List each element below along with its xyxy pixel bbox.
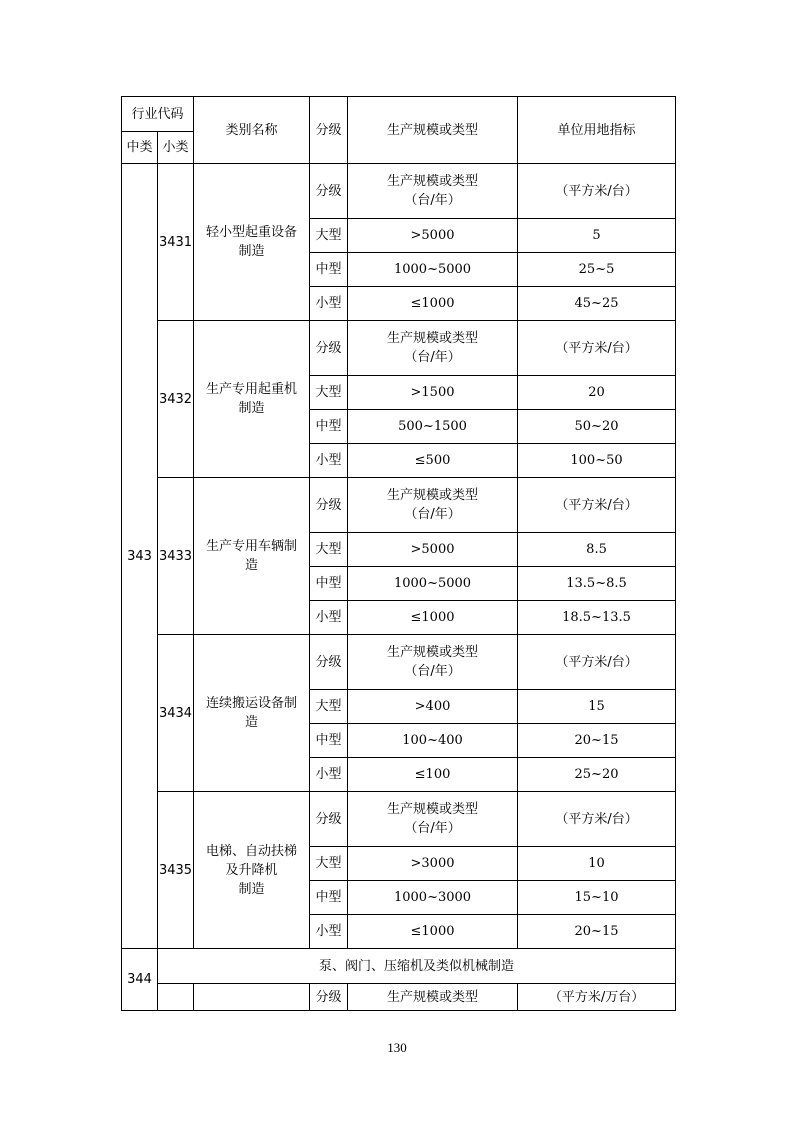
level-value: 中型	[310, 724, 348, 758]
unit-label: （平方米/台）	[518, 792, 676, 847]
land-index-value: 45~25	[518, 287, 676, 321]
scale-label	[348, 478, 518, 533]
scale-value: >5000	[348, 219, 518, 253]
scale-value: >3000	[348, 847, 518, 881]
land-index-value: 13.5~8.5	[518, 567, 676, 601]
header-mid-class: 中类	[122, 132, 158, 164]
scale-label-line: （台/年）	[404, 350, 461, 365]
sub-class-code: 3432	[158, 321, 194, 478]
scale-value: ≤100	[348, 758, 518, 792]
sub-class-empty	[158, 984, 194, 1011]
category-name-line: 造	[245, 715, 259, 730]
sub-class-code: 3435	[158, 792, 194, 949]
scale-value: 1000~5000	[348, 567, 518, 601]
level-value: 中型	[310, 253, 348, 287]
land-index-value: 18.5~13.5	[518, 601, 676, 635]
header-land-index: 单位用地指标	[518, 97, 676, 164]
level-label: 分级	[310, 984, 348, 1011]
mid-class-code-344: 344	[122, 949, 158, 1011]
scale-value: 500~1500	[348, 410, 518, 444]
land-index-value: 20	[518, 376, 676, 410]
category-name	[194, 164, 310, 321]
level-label: 分级	[310, 478, 348, 533]
scale-label-line: 生产规模或类型	[387, 488, 479, 503]
level-value: 大型	[310, 847, 348, 881]
level-label: 分级	[310, 792, 348, 847]
scale-label-line: （台/年）	[404, 193, 461, 208]
scale-label-line: 生产规模或类型	[387, 174, 479, 189]
level-value: 中型	[310, 881, 348, 915]
level-value: 中型	[310, 410, 348, 444]
scale-label	[348, 635, 518, 690]
unit-label: （平方米/台）	[518, 478, 676, 533]
unit-label: （平方米/万台）	[518, 984, 676, 1011]
mid-class-code-343: 343	[122, 164, 158, 949]
category-name-line: 制造	[238, 401, 265, 416]
category-name-line: 连续搬运设备制	[206, 696, 298, 711]
category-name-line: 制造	[238, 881, 265, 897]
category-name	[194, 321, 310, 478]
level-value: 大型	[310, 690, 348, 724]
level-value: 中型	[310, 567, 348, 601]
scale-value: 1000~3000	[348, 881, 518, 915]
unit-label: （平方米/台）	[518, 321, 676, 376]
level-value: 小型	[310, 601, 348, 635]
scale-value: >1500	[348, 376, 518, 410]
land-index-value: 15~10	[518, 881, 676, 915]
level-value: 小型	[310, 915, 348, 949]
header-sub-class: 小类	[158, 132, 194, 164]
land-index-value: 15	[518, 690, 676, 724]
level-value: 大型	[310, 533, 348, 567]
land-index-value: 20~15	[518, 724, 676, 758]
level-value: 大型	[310, 219, 348, 253]
level-label: 分级	[310, 164, 348, 219]
page-number: 130	[387, 1040, 407, 1055]
scale-label-line: 生产规模或类型	[387, 645, 479, 660]
category-name	[194, 635, 310, 792]
group-344-title: 泵、阀门、压缩机及类似机械制造	[158, 949, 676, 984]
category-name-line: 及升降机	[225, 862, 278, 878]
unit-label: （平方米/台）	[518, 635, 676, 690]
category-name-line: 造	[245, 558, 259, 573]
land-index-value: 5	[518, 219, 676, 253]
sub-class-code: 3431	[158, 164, 194, 321]
category-name	[194, 478, 310, 635]
land-index-value: 20~15	[518, 915, 676, 949]
land-index-value: 100~50	[518, 444, 676, 478]
level-value: 大型	[310, 376, 348, 410]
scale-label	[348, 792, 518, 847]
category-name-line: 生产专用车辆制	[206, 539, 298, 554]
scale-label-line: 生产规模或类型	[387, 802, 479, 817]
scale-label-line: （台/年）	[404, 664, 461, 679]
scale-value: 100~400	[348, 724, 518, 758]
scale-label-line: 生产规模或类型	[387, 331, 479, 346]
level-label: 分级	[310, 321, 348, 376]
scale-value: ≤1000	[348, 915, 518, 949]
scale-label: 生产规模或类型	[348, 984, 518, 1011]
land-index-value: 25~5	[518, 253, 676, 287]
category-name-line: 电梯、自动扶梯	[206, 843, 298, 859]
level-label: 分级	[310, 635, 348, 690]
land-use-index-table	[121, 96, 676, 1011]
unit-label: （平方米/台）	[518, 164, 676, 219]
land-index-value: 8.5	[518, 533, 676, 567]
header-industry-code: 行业代码	[122, 97, 194, 132]
land-index-value: 10	[518, 847, 676, 881]
scale-value: ≤1000	[348, 601, 518, 635]
header-scale-type: 生产规模或类型	[348, 97, 518, 164]
scale-value: >5000	[348, 533, 518, 567]
scale-value: ≤500	[348, 444, 518, 478]
scale-value: 1000~5000	[348, 253, 518, 287]
level-value: 小型	[310, 444, 348, 478]
category-name-line: 轻小型起重设备	[206, 225, 298, 240]
scale-label	[348, 164, 518, 219]
scale-value: >400	[348, 690, 518, 724]
sub-class-code: 3433	[158, 478, 194, 635]
scale-label-line: （台/年）	[404, 821, 461, 836]
category-empty	[194, 984, 310, 1011]
scale-label-line: （台/年）	[404, 507, 461, 522]
level-value: 小型	[310, 287, 348, 321]
land-index-value: 25~20	[518, 758, 676, 792]
level-value: 小型	[310, 758, 348, 792]
category-name-line: 制造	[238, 244, 265, 259]
land-index-value: 50~20	[518, 410, 676, 444]
sub-class-code: 3434	[158, 635, 194, 792]
header-level: 分级	[310, 97, 348, 164]
scale-label	[348, 321, 518, 376]
category-name-line: 生产专用起重机	[206, 382, 298, 397]
category-name	[194, 792, 310, 949]
header-category-name: 类别名称	[194, 97, 310, 164]
scale-value: ≤1000	[348, 287, 518, 321]
